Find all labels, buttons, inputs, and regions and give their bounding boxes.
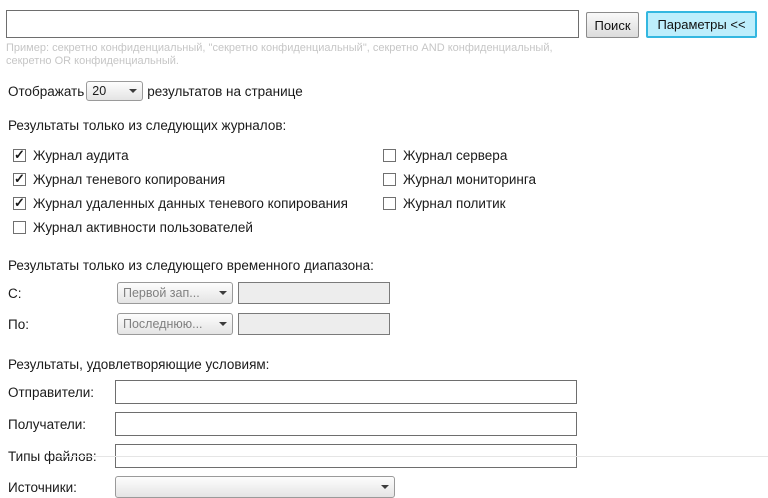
time-from-select-value: Первой зап...	[123, 286, 200, 300]
journal-audit-checkbox[interactable]	[13, 149, 26, 162]
journal-server-row	[383, 143, 768, 167]
time-to-row	[8, 313, 768, 335]
journal-monitoring-row	[383, 167, 768, 191]
senders-input[interactable]	[115, 380, 577, 404]
journal-audit-label: Журнал аудита	[33, 147, 129, 163]
conditions-section-title: Результаты, удовлетворяющие условиям:	[8, 357, 270, 372]
journal-deleted-shadow-data-row	[13, 191, 383, 215]
journal-policies-checkbox[interactable]	[383, 197, 396, 210]
search-example-hint: Пример: секретно конфиденциальный, "секретно конфиденциальный", секретно AND конфиденциальный, секретно OR конфиденциальный.	[6, 42, 553, 67]
journal-policies-label: Журнал политик	[403, 195, 506, 211]
journals-checkbox-grid	[13, 143, 768, 239]
search-input[interactable]	[6, 10, 579, 38]
journal-policies-row	[383, 191, 768, 215]
journal-audit-row	[13, 143, 383, 167]
recipients-label: Получатели:	[8, 416, 87, 432]
time-from-select[interactable]	[117, 282, 233, 304]
journal-server-checkbox[interactable]	[383, 149, 396, 162]
journal-shadow-copy-row	[13, 167, 383, 191]
sources-label: Источники:	[8, 479, 77, 495]
time-from-row	[8, 282, 768, 304]
journal-user-activity-row	[13, 215, 383, 239]
time-range-section-title: Результаты только из следующего временного диапазона:	[8, 258, 374, 273]
recipients-input[interactable]	[115, 412, 577, 436]
parameters-toggle-button[interactable]: Параметры <<	[646, 11, 757, 38]
time-to-select-value: Последнюю...	[123, 317, 203, 331]
journal-user-activity-label: Журнал активности пользователей	[33, 219, 253, 235]
chevron-down-icon	[381, 485, 389, 489]
time-from-input[interactable]	[238, 282, 390, 304]
time-to-select[interactable]	[117, 313, 233, 335]
search-button[interactable]: Поиск	[586, 12, 639, 38]
time-to-input[interactable]	[238, 313, 390, 335]
filetypes-label: Типы файлов:	[8, 448, 97, 464]
journal-user-activity-checkbox[interactable]	[13, 221, 26, 234]
journal-shadow-copy-label: Журнал теневого копирования	[33, 171, 226, 187]
senders-row	[8, 380, 768, 404]
journal-deleted-shadow-data-checkbox[interactable]	[13, 197, 26, 210]
journal-server-label: Журнал сервера	[403, 147, 508, 163]
recipients-row	[8, 412, 768, 436]
page-size-value: 20	[92, 84, 107, 98]
page-size-prefix-label: Отображать	[8, 83, 85, 99]
journal-monitoring-label: Журнал мониторинга	[403, 171, 536, 187]
journal-monitoring-checkbox[interactable]	[383, 173, 396, 186]
chevron-down-icon	[219, 322, 227, 326]
journal-shadow-copy-checkbox[interactable]	[13, 173, 26, 186]
sources-row	[8, 476, 768, 498]
sources-select[interactable]	[115, 476, 395, 498]
page-size-suffix-label: результатов на странице	[147, 83, 303, 99]
chevron-down-icon	[219, 291, 227, 295]
page-size-row	[8, 81, 768, 101]
bottom-separator	[55, 456, 768, 457]
senders-label: Отправители:	[8, 384, 94, 400]
time-to-label: По:	[8, 316, 29, 332]
page-size-select[interactable]	[86, 81, 143, 101]
chevron-down-icon	[129, 89, 137, 93]
journals-section-title: Результаты только из следующих журналов:	[8, 118, 287, 133]
journal-deleted-shadow-data-label: Журнал удаленных данных теневого копирования	[33, 195, 348, 211]
time-from-label: С:	[8, 285, 22, 301]
search-bar	[0, 0, 768, 38]
